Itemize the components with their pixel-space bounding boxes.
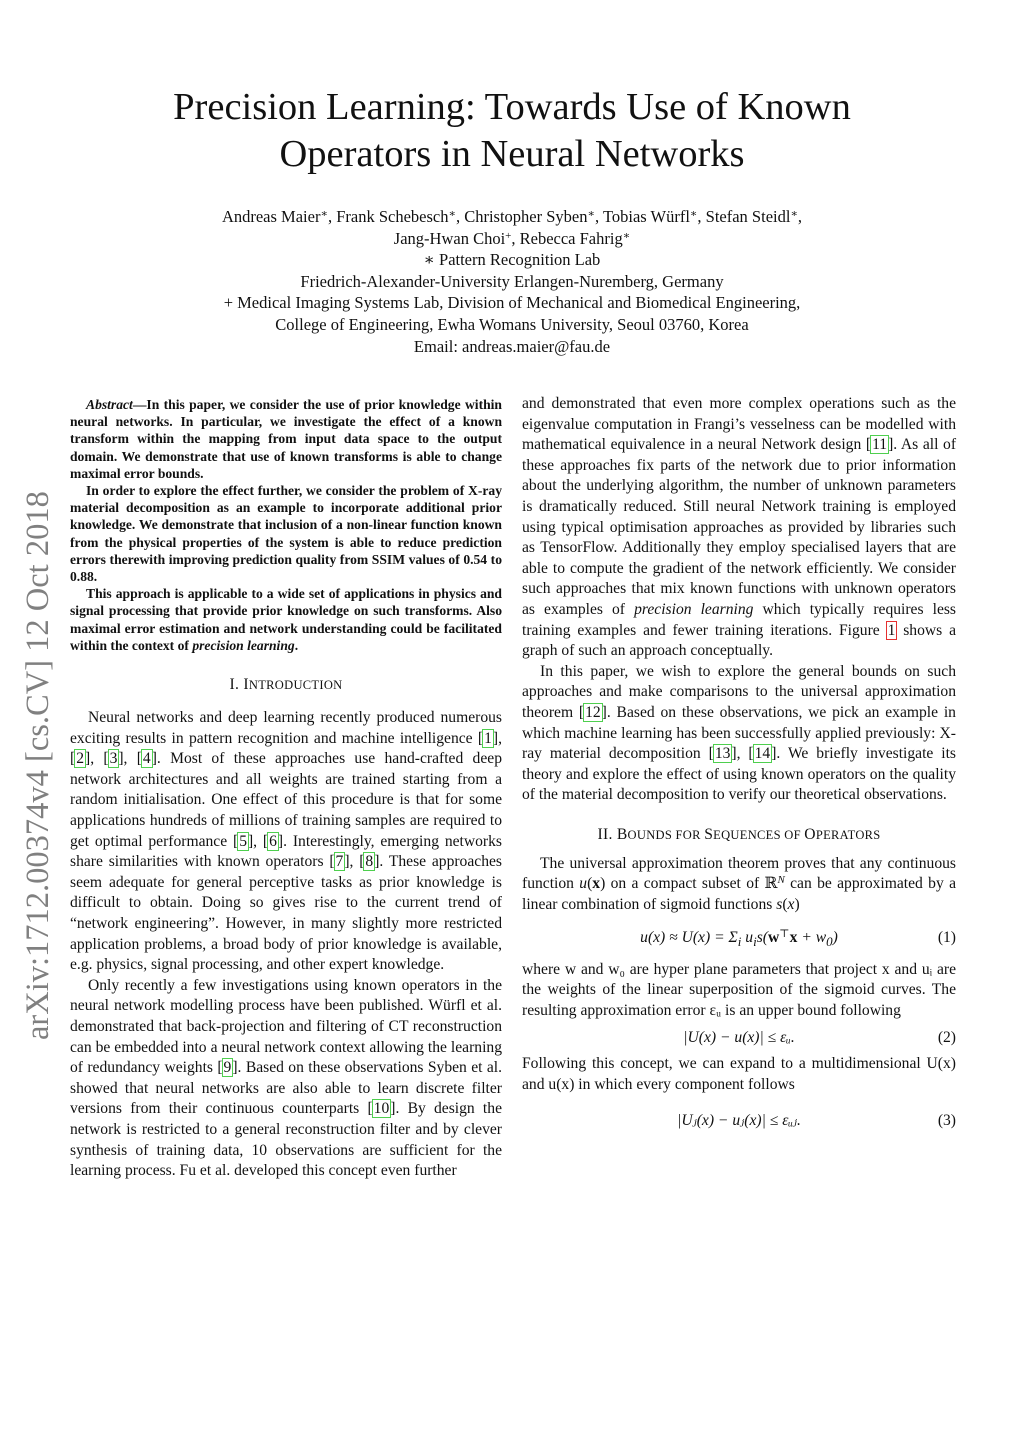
bounds-paragraph-3: Following this concept, we can expand to a multidimensional U(x) and u(x) in which every component follows	[522, 1055, 956, 1094]
equation-2-number: (2)	[937, 1029, 956, 1047]
citation-link[interactable]: 13	[714, 745, 731, 763]
section-heading-introduction: I. INTRODUCTION	[229, 676, 343, 694]
introduction-text	[70, 708, 502, 1182]
author-line-2: Jang-Hwan Choi+, Rebecca Fahrig∗	[393, 228, 631, 248]
equation-1-number: (1)	[937, 928, 956, 946]
arxiv-identifier: arXiv:1712.00374v4 [cs.CV] 12 Oct 2018	[20, 491, 56, 1040]
citation-link[interactable]: 5	[239, 832, 247, 850]
citation-link[interactable]: 12	[585, 703, 601, 721]
citation-link[interactable]: 11	[872, 436, 888, 454]
abstract-paragraph-1: Abstract—In this paper, we consider the use of prior knowledge within neural networks. In particular, we investigate the effect of a known transform within the mapping from input data space to the output domain. We demonstrate that use of known transforms is able to change maximal error bounds.	[70, 397, 502, 481]
equation-3-number: (3)	[937, 1111, 956, 1129]
introduction-paragraph-3: and demonstrated that even more complex operations such as the eigenvalue computation in Frangi’s vesselness can be modelled with mathematical equivalence in a neural Network design [11]. As all of these approaches fix parts of the network due to prior information about the underlying algorithm, the number of unknown parameters is dramatically reduced. Still neural Network training is employed using typical optimisation approaches as provided by libraries such as TensorFlow. Additionally they employ specialised layers that are able to compute the gradient of the network efficiently. We consider such approaches that mix known functions with unknown operators as examples of precision learning which typically requires less training examples and fewer training iterations. Figure 1 shows a graph of such an approach conceptually.	[522, 395, 957, 660]
affiliation-lab-2: + Medical Imaging Systems Lab, Division of Mechanical and Biomedical Engineering,	[223, 293, 801, 313]
author-block	[80, 206, 944, 357]
bounds-paragraph-1: The universal approximation theorem proves that any continuous function u(x) on a compact subset of ℝ$^N$ can be approximated by a linear combination of sigmoid functions s(x)	[522, 854, 956, 914]
paper-title	[100, 84, 924, 178]
citation-link[interactable]: 7	[335, 853, 344, 871]
abstract-paragraph-2: In order to explore the effect further, we consider the problem of X-ray material decomposition as an example to incorporate additional prior knowledge. We demonstrate that inclusion of a non-linear function known from the physical properties of the system is able to reduce prediction errors therewith improving prediction quality from SSIM values of 0.54 to 0.88.	[70, 483, 502, 585]
citation-link[interactable]: 1	[484, 729, 492, 747]
citation-link[interactable]: 9	[223, 1059, 232, 1077]
abstract-label: Abstract	[86, 397, 133, 412]
equation-1-body: $u(x) \approx U(x) = \Sigma_i$ $u_is(w^⊤x + w_0)$	[640, 927, 838, 949]
introduction-paragraph-2: Only recently a few investigations using known operators in the neural network modelling process have been published. Würfl et al. demonstrated that back-projection and filtering of CT reconstruction can be embedded into a neural network context allowing the learning of redundancy weights [9]. Based on these observations Syben et al. showed that neural networks are also able to learn discrete filter versions from their continuous counterparts [10]. By design the network is restricted to a general reconstruction filter and by clever synthesis of training data, 10 observations are sufficient for the learning process. Fu et al. developed this concept even further	[70, 976, 502, 1180]
title-line-2: Operators in Neural Networks	[279, 133, 745, 175]
contact-email: Email: andreas.maier@fau.de	[413, 336, 611, 356]
section-heading-bounds: II. BOUNDS FOR SEQUENCES OF OPERATORS	[597, 825, 881, 843]
affiliation-lab-1: ∗ Pattern Recognition Lab	[423, 250, 601, 270]
abstract-paragraph-3: This approach is applicable to a wide set of applications in physics and signal processing that provide prior knowledge on such transforms. Also maximal error estimation and network understanding could be facilitated within the context of precision learning.	[70, 586, 502, 653]
citation-link[interactable]: 2	[76, 750, 84, 768]
introduction-paragraph-1: Neural networks and deep learning recently produced numerous exciting results in pattern recognition and machine intelligence [1], [2], [3], [4]. Most of these approaches use hand-crafted deep network architectures and all weights are trained starting from a random initialisation. One effect of this procedure is that for some applications hundreds of millions of training samples are required to get optimal performance [5], [6]. Interestingly, emerging networks share similarities with known operators [7], [8]. These approaches seem adequate for general perceptive tasks as prior knowledge is difficult to obtain. Doing so gives rise to the current trend of “network engineering”. However, in many slightly more restricted application problems, a broad body of prior knowledge is available, e.g. physics, signal processing, and other expert knowledge.	[70, 709, 502, 974]
equation-3	[522, 1104, 956, 1137]
citation-link[interactable]: 14	[754, 745, 771, 763]
citation-link[interactable]: 3	[109, 750, 118, 768]
introduction-paragraph-4: In this paper, we wish to explore the general bounds on such approaches and make comparisons to the universal approximation theorem [12]. Based on these observations, we pick an example in which machine learning has been successfully applied previously: X-ray material decomposition [13], [14]. We briefly investigate its theory and explore the effect of using known operators on the quality of the material decomposition to verify our theoretical observations.	[522, 662, 956, 804]
equation-1	[522, 916, 956, 960]
bounds-paragraph-2: where w and w₀ are hyper plane parameters that project x and uᵢ are the weights of the linear superposition of the sigmoid curves. The resulting approximation error εᵤ is an upper bound following	[522, 960, 956, 1019]
bounds-text	[522, 854, 956, 1137]
figure-link[interactable]: 1	[887, 621, 896, 639]
citation-link[interactable]: 6	[269, 832, 277, 850]
citation-link[interactable]: 8	[365, 853, 374, 871]
left-column	[70, 396, 502, 1182]
equation-2-body: |U(x) − u(x)| ≤ εᵤ.	[683, 1029, 795, 1047]
equation-2	[522, 1021, 956, 1054]
abstract	[70, 396, 502, 654]
introduction-continued	[522, 394, 956, 806]
author-line-1: Andreas Maier∗, Frank Schebesch∗, Christopher Syben∗, Tobias Würfl∗, Stefan Steidl∗,	[221, 207, 803, 226]
affiliation-university-2: College of Engineering, Ewha Womans University, Seoul 03760, Korea	[275, 314, 749, 334]
right-column	[522, 394, 956, 1137]
citation-link[interactable]: 10	[373, 1100, 390, 1118]
equation-3-body: |Uⱼ(x) − uⱼ(x)| ≤ εᵤⱼ.	[677, 1111, 801, 1129]
citation-link[interactable]: 4	[142, 750, 151, 768]
affiliation-university-1: Friedrich-Alexander-University Erlangen-Nuremberg, Germany	[300, 271, 724, 291]
title-line-1: Precision Learning: Towards Use of Known	[173, 86, 851, 128]
